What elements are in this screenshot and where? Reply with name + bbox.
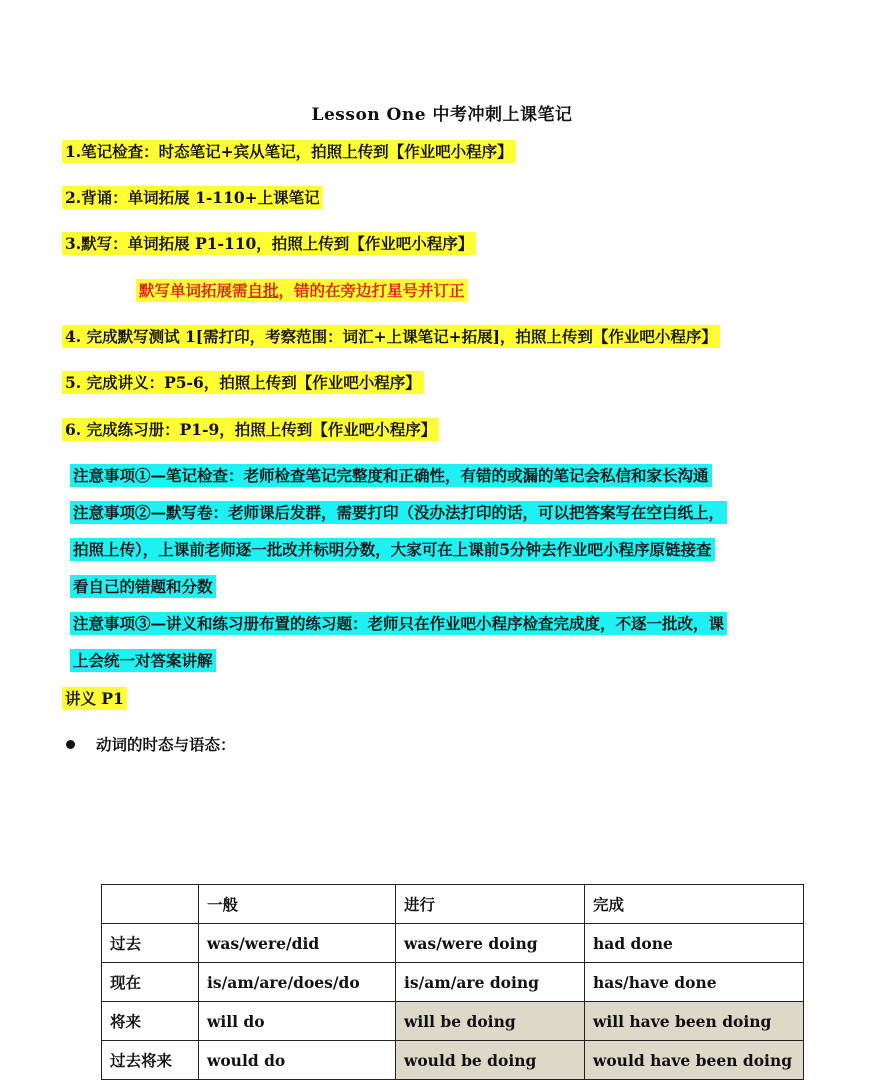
self-grade-pre: 默写单词拓展需	[139, 281, 248, 300]
item-6-text: 6. 完成练习册：P1-9，拍照上传到【作业吧小程序】	[62, 418, 439, 441]
table-cell: 将来	[102, 1002, 199, 1041]
note-3-line-2	[70, 649, 216, 671]
table-cell: 过去	[102, 924, 199, 963]
table-cell: 现在	[102, 963, 199, 1002]
item-5-text: 5. 完成讲义：P5-6，拍照上传到【作业吧小程序】	[62, 371, 424, 394]
lesson-title: Lesson One 中考冲刺上课笔记	[311, 105, 573, 125]
tense-table	[101, 884, 804, 1080]
table-cell: would have been doing	[585, 1041, 804, 1080]
table-cell: will have been doing	[585, 1002, 804, 1041]
table-cell: was/were/did	[199, 924, 396, 963]
table-row	[102, 1041, 804, 1080]
section-heading	[62, 687, 127, 709]
item-6	[62, 418, 439, 440]
item-2	[62, 186, 323, 208]
note-2-text-2: 拍照上传），上课前老师逐一批改并标明分数，大家可在上课前5分钟去作业吧小程序原链接查	[70, 538, 715, 561]
table-cell: will do	[199, 1002, 396, 1041]
bullet-text: 动词的时态与语态：	[96, 735, 236, 754]
note-3-text-2: 上会统一对答案讲解	[70, 649, 216, 672]
table-cell: is/am/are/does/do	[199, 963, 396, 1002]
item-4-text: 4. 完成默写测试 1[需打印，考察范围：词汇+上课笔记+拓展]，拍照上传到【作业吧小程序】	[62, 325, 720, 348]
self-grade-note	[136, 279, 468, 301]
item-2-text: 2.背诵：单词拓展 1-110+上课笔记	[62, 186, 323, 209]
item-3-text: 3.默写：单词拓展 P1-110，拍照上传到【作业吧小程序】	[62, 232, 476, 255]
table-header-cell	[102, 885, 199, 924]
self-grade-underlined: 自批	[247, 281, 279, 300]
section-heading-text: 讲义 P1	[62, 687, 127, 710]
note-2-line-3	[70, 575, 216, 597]
item-3	[62, 232, 476, 254]
note-2-text-1: 注意事项②—默写卷：老师课后发群，需要打印（没办法打印的话，可以把答案写在空白纸上，	[70, 501, 727, 524]
table-header-cell: 一般	[199, 885, 396, 924]
item-1	[62, 140, 516, 162]
table-row	[102, 924, 804, 963]
table-cell: has/have done	[585, 963, 804, 1002]
self-grade-post: ，错的在旁边打星号并订正	[278, 281, 465, 300]
note-1-text: 注意事项①—笔记检查：老师检查笔记完整度和正确性，有错的或漏的笔记会私信和家长沟通	[70, 464, 712, 487]
item-1-text: 1.笔记检查：时态笔记+宾从笔记，拍照上传到【作业吧小程序】	[62, 140, 516, 163]
self-grade-highlight	[136, 279, 468, 302]
note-2-line-1	[70, 501, 727, 523]
table-cell: 过去将来	[102, 1041, 199, 1080]
table-cell: will be doing	[396, 1002, 585, 1041]
table-cell: had done	[585, 924, 804, 963]
table-cell: would do	[199, 1041, 396, 1080]
note-2-line-2	[70, 538, 715, 560]
table-cell: was/were doing	[396, 924, 585, 963]
table-row	[102, 1002, 804, 1041]
item-4	[62, 325, 720, 347]
item-5	[62, 371, 424, 393]
table-row	[102, 963, 804, 1002]
note-1	[70, 464, 712, 486]
bullet-dot-icon	[66, 740, 75, 749]
table-header-cell: 进行	[396, 885, 585, 924]
table-cell: would be doing	[396, 1041, 585, 1080]
table-header-cell: 完成	[585, 885, 804, 924]
note-2-text-3: 看自己的错题和分数	[70, 575, 216, 598]
note-3-text-1: 注意事项③—讲义和练习册布置的练习题：老师只在作业吧小程序检查完成度，不逐一批改，课	[70, 612, 727, 635]
table-cell: is/am/are doing	[396, 963, 585, 1002]
note-3-line-1	[70, 612, 727, 634]
table-header-row	[102, 885, 804, 924]
